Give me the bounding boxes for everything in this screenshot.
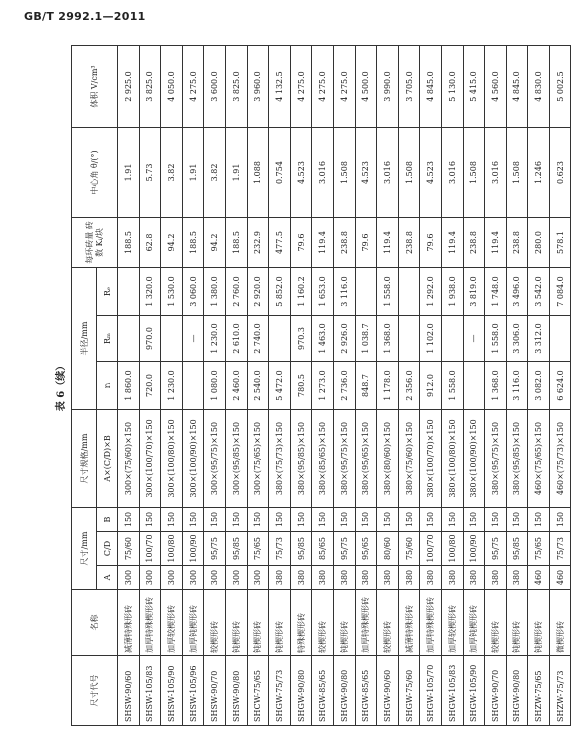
rm-cell: 2 610.0 [225,316,247,362]
re-cell [118,268,140,316]
spec-cell: 300×(100/90)×150 [182,410,204,508]
ri-cell: 1 860.0 [118,362,140,410]
ri-cell: 2 736.0 [333,362,355,410]
header-re: Rₑ [97,268,118,316]
ri-cell: 1 273.0 [312,362,334,410]
angle-cell: 4.523 [290,128,312,218]
re-cell: 1 292.0 [420,268,442,316]
rm-cell: 3 306.0 [506,316,528,362]
angle-cell: 1.246 [528,128,550,218]
cd-cell: 95/75 [204,532,226,566]
name-cell: 钝楔形砖 [269,590,291,656]
angle-cell: 3.82 [204,128,226,218]
angle-cell: 0.623 [549,128,571,218]
spec-cell: 300×(100/80)×150 [161,410,183,508]
code-cell: SHGW-105/83 [441,656,463,726]
rm-cell: 3 312.0 [528,316,550,362]
angle-cell: 5.73 [139,128,161,218]
header-angle: 中心角 θ/(°) [72,128,118,218]
ri-cell: 780.5 [290,362,312,410]
code-cell: SHZW-75/73 [549,656,571,726]
ring-count-cell: 119.4 [377,218,399,268]
code-cell: SHSW-90/70 [204,656,226,726]
ring-count-cell: 238.8 [506,218,528,268]
angle-cell: 1.508 [463,128,485,218]
ring-count-cell: 62.8 [139,218,161,268]
ri-cell: 2 356.0 [398,362,420,410]
code-cell: SHGW-105/90 [463,656,485,726]
angle-cell: 0.754 [269,128,291,218]
a-cell: 300 [182,566,204,590]
ri-cell: 2 540.0 [247,362,269,410]
b-cell: 150 [312,508,334,532]
b-cell: 150 [506,508,528,532]
b-cell: 150 [225,508,247,532]
b-cell: 150 [333,508,355,532]
header-spec-sub: A×(C/D)×B [97,410,118,508]
a-cell: 380 [463,566,485,590]
volume-cell: 2 925.0 [118,46,140,128]
name-cell: 加厚特殊楔形砖 [355,590,377,656]
b-cell: 150 [118,508,140,532]
rm-cell: 1 230.0 [204,316,226,362]
ri-cell: 1 178.0 [377,362,399,410]
spec-cell: 380×(95/75)×150 [485,410,507,508]
volume-cell: 3 825.0 [225,46,247,128]
volume-cell: 4 050.0 [161,46,183,128]
name-cell: 加厚较楔形砖 [161,590,183,656]
ring-count-cell: 119.4 [312,218,334,268]
code-cell: SHGW-90/80 [333,656,355,726]
table-row [161,46,183,726]
name-cell: 钝楔形砖 [506,590,528,656]
ring-count-cell: 79.6 [355,218,377,268]
spec-cell: 380×(75/73)×150 [269,410,291,508]
b-cell: 150 [355,508,377,532]
ri-cell: 912.0 [420,362,442,410]
ring-count-cell: 578.1 [549,218,571,268]
cd-cell: 75/73 [549,532,571,566]
ri-cell [463,362,485,410]
volume-cell: 3 600.0 [204,46,226,128]
b-cell: 150 [463,508,485,532]
table-row [204,46,226,726]
a-cell: 380 [312,566,334,590]
ri-cell: 1 230.0 [161,362,183,410]
cd-cell: 75/73 [269,532,291,566]
volume-cell: 3 825.0 [139,46,161,128]
angle-cell: 1.508 [333,128,355,218]
angle-cell: 3.016 [441,128,463,218]
a-cell: 380 [377,566,399,590]
rm-cell: — [182,316,204,362]
header-volume: 体积 V/cm³ [72,46,118,128]
rm-cell [398,316,420,362]
spec-cell: 380×(95/75)×150 [333,410,355,508]
name-cell: 特殊楔形砖 [290,590,312,656]
re-cell: 1 380.0 [204,268,226,316]
a-cell: 380 [420,566,442,590]
a-cell: 380 [269,566,291,590]
re-cell [398,268,420,316]
ring-count-cell: 79.6 [420,218,442,268]
table-row [377,46,399,726]
volume-cell: 4 275.0 [333,46,355,128]
re-cell: 1 530.0 [161,268,183,316]
a-cell: 300 [118,566,140,590]
volume-cell: 5 002.5 [549,46,571,128]
volume-cell: 3 990.0 [377,46,399,128]
ri-cell: 1 080.0 [204,362,226,410]
b-cell: 150 [485,508,507,532]
rm-cell: 2 740.0 [247,316,269,362]
ring-count-cell: 94.2 [161,218,183,268]
code-cell: SHSW-105/83 [139,656,161,726]
cd-cell: 75/60 [398,532,420,566]
name-cell: 较楔形砖 [312,590,334,656]
code-cell: SHGW-90/60 [377,656,399,726]
table-row [420,46,442,726]
b-cell: 150 [528,508,550,532]
volume-cell: 4 500.0 [355,46,377,128]
cd-cell: 95/75 [333,532,355,566]
volume-cell: 5 415.0 [463,46,485,128]
cd-cell: 75/60 [118,532,140,566]
table-row [485,46,507,726]
ri-cell: 5 472.0 [269,362,291,410]
spec-cell: 300×(95/75)×150 [204,410,226,508]
name-cell: 加厚特殊楔形砖 [420,590,442,656]
ring-count-cell: 79.6 [290,218,312,268]
name-cell: 微楔形砖 [549,590,571,656]
volume-cell: 4 830.0 [528,46,550,128]
ri-cell: 720.0 [139,362,161,410]
spec-cell: 380×(75/60)×150 [398,410,420,508]
header-cd: C/D [97,532,118,566]
table-row [312,46,334,726]
b-cell: 150 [398,508,420,532]
cd-cell: 100/70 [139,532,161,566]
rm-cell [161,316,183,362]
re-cell: 7 084.0 [549,268,571,316]
code-cell: SHGW-85/65 [355,656,377,726]
cd-cell: 95/85 [225,532,247,566]
angle-cell: 1.91 [225,128,247,218]
rm-cell: — [463,316,485,362]
spec-cell: 300×(75/60)×150 [118,410,140,508]
table-row [506,46,528,726]
table-row [528,46,550,726]
volume-cell: 4 275.0 [182,46,204,128]
b-cell: 150 [549,508,571,532]
ri-cell: 1 558.0 [441,362,463,410]
header-ri: rᵢ [97,362,118,410]
code-cell: SHGW-90/80 [290,656,312,726]
b-cell: 150 [204,508,226,532]
spec-cell: 380×(100/80)×150 [441,410,463,508]
name-cell: 较楔形砖 [377,590,399,656]
header-ring-count: 每环砖量 砖数 Kᵢ/块 [72,218,118,268]
re-cell: 1 558.0 [377,268,399,316]
a-cell: 380 [441,566,463,590]
code-cell: SHSW-90/60 [118,656,140,726]
angle-cell: 1.088 [247,128,269,218]
spec-cell: 380×(100/90)×150 [463,410,485,508]
header-spec: 尺寸规格/mm [72,410,97,508]
a-cell: 460 [549,566,571,590]
a-cell: 300 [139,566,161,590]
a-cell: 300 [225,566,247,590]
re-cell: 1 320.0 [139,268,161,316]
rotated-table-page [53,46,565,726]
document-header: GB/T 2992.1—2011 [24,10,146,23]
a-cell: 380 [333,566,355,590]
header-a: A [97,566,118,590]
rm-cell: 1 558.0 [485,316,507,362]
spec-cell: 300×(95/85)×150 [225,410,247,508]
name-cell: 较楔形砖 [204,590,226,656]
a-cell: 380 [398,566,420,590]
re-cell: 3 542.0 [528,268,550,316]
a-cell: 300 [161,566,183,590]
re-cell: 2 760.0 [225,268,247,316]
spec-cell: 460×(75/65)×150 [528,410,550,508]
cd-cell: 75/65 [528,532,550,566]
volume-cell: 5 130.0 [441,46,463,128]
cd-cell: 100/90 [463,532,485,566]
volume-cell: 4 845.0 [506,46,528,128]
spec-cell: 380×(80/60)×150 [377,410,399,508]
volume-cell: 4 275.0 [312,46,334,128]
table-row [182,46,204,726]
re-cell: 3 116.0 [333,268,355,316]
rm-cell [118,316,140,362]
cd-cell: 75/65 [247,532,269,566]
a-cell: 380 [506,566,528,590]
spec-cell: 380×(100/70)×150 [420,410,442,508]
volume-cell: 4 845.0 [420,46,442,128]
a-cell: 300 [247,566,269,590]
code-cell: SHGW-90/80 [506,656,528,726]
header-name: 名称 [72,590,118,656]
ri-cell [182,362,204,410]
table-caption: 表 6（续） [56,360,67,412]
ring-count-cell: 238.8 [333,218,355,268]
volume-cell: 4 275.0 [290,46,312,128]
cd-cell: 100/80 [161,532,183,566]
ring-count-cell: 119.4 [485,218,507,268]
ring-count-cell: 280.0 [528,218,550,268]
angle-cell: 3.82 [161,128,183,218]
cd-cell: 100/90 [182,532,204,566]
name-cell: 减薄特殊形砖 [118,590,140,656]
re-cell: 1 748.0 [485,268,507,316]
table-row [549,46,571,726]
table-row [355,46,377,726]
ring-count-cell: 477.5 [269,218,291,268]
cd-cell: 95/65 [355,532,377,566]
code-cell: SHGW-75/60 [398,656,420,726]
brick-dimension-table [71,45,571,726]
code-cell: SHGW-105/70 [420,656,442,726]
cd-cell: 80/60 [377,532,399,566]
a-cell: 300 [204,566,226,590]
table-row [333,46,355,726]
table-row [290,46,312,726]
spec-cell: 300×(100/70)×150 [139,410,161,508]
cd-cell: 95/85 [290,532,312,566]
spec-cell: 460×(75/73)×150 [549,410,571,508]
volume-cell: 4 560.0 [485,46,507,128]
rm-cell: 1 368.0 [377,316,399,362]
table-row [463,46,485,726]
name-cell: 钝楔形砖 [333,590,355,656]
code-cell: SHSW-105/96 [182,656,204,726]
spec-cell: 380×(95/85)×150 [290,410,312,508]
table-row [225,46,247,726]
rm-cell: 970.0 [139,316,161,362]
rm-cell: 1 102.0 [420,316,442,362]
ri-cell: 3 116.0 [506,362,528,410]
re-cell: 1 938.0 [441,268,463,316]
re-cell: 3 496.0 [506,268,528,316]
re-cell: 3 060.0 [182,268,204,316]
rm-cell: 1 463.0 [312,316,334,362]
angle-cell: 1.91 [182,128,204,218]
name-cell: 钝楔形砖 [247,590,269,656]
re-cell: 1 653.0 [312,268,334,316]
table-row [398,46,420,726]
cd-cell: 100/70 [420,532,442,566]
volume-cell: 4 132.5 [269,46,291,128]
volume-cell: 3 960.0 [247,46,269,128]
rm-cell [441,316,463,362]
code-cell: SHGW-90/70 [485,656,507,726]
b-cell: 150 [269,508,291,532]
name-cell: 减薄特殊形砖 [398,590,420,656]
name-cell: 钝楔形砖 [225,590,247,656]
name-cell: 加厚钝楔形砖 [463,590,485,656]
ring-count-cell: 119.4 [441,218,463,268]
name-cell: 加厚较楔形砖 [441,590,463,656]
code-cell: SHCW-75/65 [247,656,269,726]
code-cell: SHZW-75/65 [528,656,550,726]
volume-cell: 3 705.0 [398,46,420,128]
re-cell: 5 852.0 [269,268,291,316]
re-cell [355,268,377,316]
a-cell: 380 [290,566,312,590]
spec-cell: 380×(85/65)×150 [312,410,334,508]
ring-count-cell: 238.8 [463,218,485,268]
rm-cell: 970.3 [290,316,312,362]
re-cell: 2 920.0 [247,268,269,316]
b-cell: 150 [290,508,312,532]
ri-cell: 848.7 [355,362,377,410]
header-rm: Rₘ [97,316,118,362]
table-row [118,46,140,726]
ring-count-cell: 188.5 [182,218,204,268]
b-cell: 150 [139,508,161,532]
cd-cell: 95/75 [485,532,507,566]
spec-cell: 300×(75/65)×150 [247,410,269,508]
rm-cell: 1 038.7 [355,316,377,362]
ri-cell: 6 624.0 [549,362,571,410]
angle-cell: 3.016 [312,128,334,218]
ring-count-cell: 238.8 [398,218,420,268]
ring-count-cell: 232.9 [247,218,269,268]
table-row [269,46,291,726]
angle-cell: 3.016 [485,128,507,218]
header-size-group: 尺寸/mm [72,508,97,590]
re-cell: 1 160.2 [290,268,312,316]
code-cell: SHSW-90/80 [225,656,247,726]
ring-count-cell: 188.5 [118,218,140,268]
name-cell: 钝楔形砖 [528,590,550,656]
header-radius-group: 半径/mm [72,268,97,410]
header-code: 尺寸代号 [72,656,118,726]
table-row [139,46,161,726]
table-row [247,46,269,726]
code-cell: SHGW-85/65 [312,656,334,726]
ri-cell: 1 368.0 [485,362,507,410]
a-cell: 380 [355,566,377,590]
b-cell: 150 [182,508,204,532]
rm-cell [549,316,571,362]
name-cell: 加厚钝楔形砖 [182,590,204,656]
angle-cell: 4.523 [355,128,377,218]
cd-cell: 85/65 [312,532,334,566]
rm-cell [269,316,291,362]
angle-cell: 1.508 [506,128,528,218]
b-cell: 150 [441,508,463,532]
name-cell: 较楔形砖 [485,590,507,656]
name-cell: 加厚特殊楔形砖 [139,590,161,656]
table-body [118,46,571,726]
code-cell: SHSW-105/90 [161,656,183,726]
b-cell: 150 [247,508,269,532]
cd-cell: 95/85 [506,532,528,566]
angle-cell: 4.523 [420,128,442,218]
code-cell: SHGW-75/73 [269,656,291,726]
cd-cell: 100/80 [441,532,463,566]
angle-cell: 1.91 [118,128,140,218]
spec-cell: 380×(95/85)×150 [506,410,528,508]
angle-cell: 1.508 [398,128,420,218]
a-cell: 380 [485,566,507,590]
table-row [441,46,463,726]
b-cell: 150 [420,508,442,532]
ri-cell: 2 460.0 [225,362,247,410]
ri-cell: 3 082.0 [528,362,550,410]
spec-cell: 380×(95/65)×150 [355,410,377,508]
re-cell: 3 819.0 [463,268,485,316]
b-cell: 150 [161,508,183,532]
ring-count-cell: 188.5 [225,218,247,268]
rm-cell: 2 926.0 [333,316,355,362]
header-b: B [97,508,118,532]
b-cell: 150 [377,508,399,532]
a-cell: 460 [528,566,550,590]
ring-count-cell: 94.2 [204,218,226,268]
angle-cell: 3.016 [377,128,399,218]
